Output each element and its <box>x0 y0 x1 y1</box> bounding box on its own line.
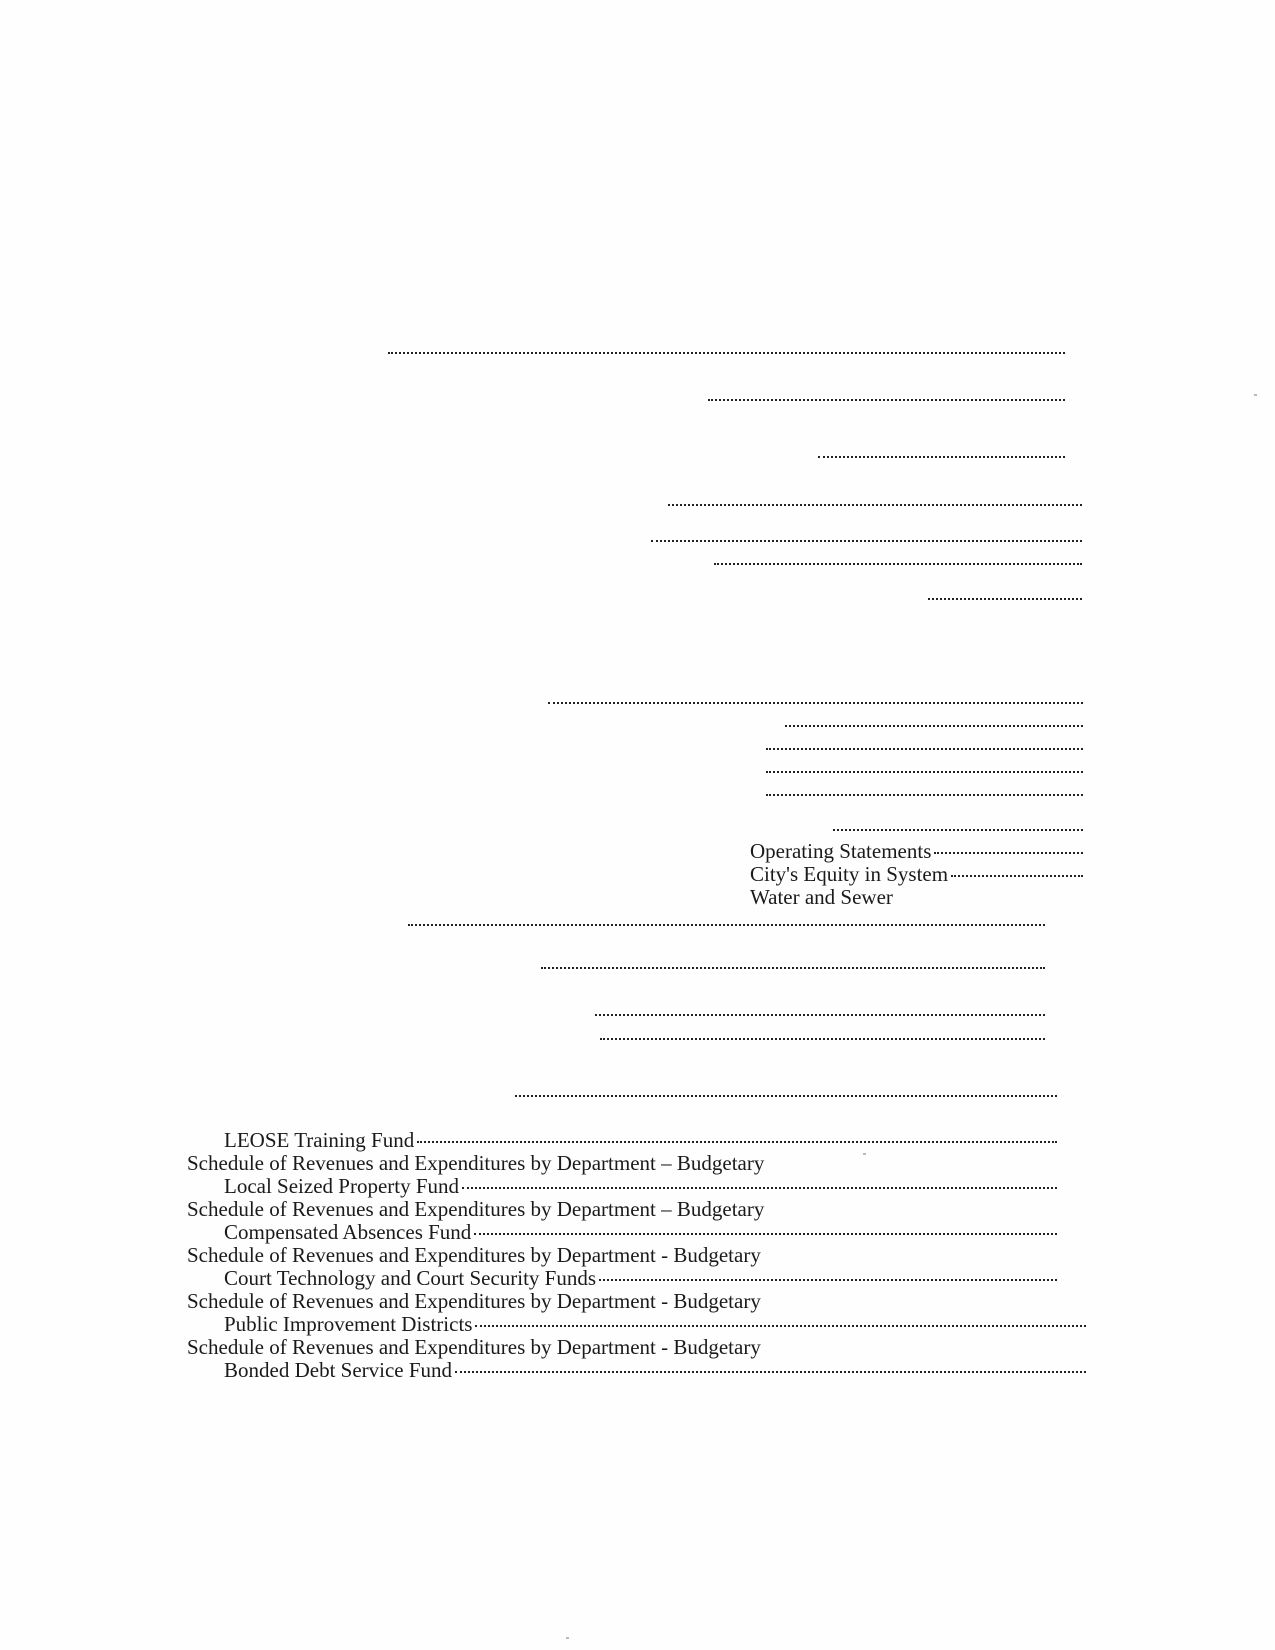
toc-leader <box>408 924 1045 926</box>
toc-entry-title: Bonded Debt Service Fund <box>224 1358 453 1382</box>
toc-leader <box>766 771 1083 773</box>
toc-leader <box>714 563 1082 565</box>
toc-leader <box>934 852 1083 854</box>
toc-entry-court-tech <box>224 1267 1057 1289</box>
toc-schedule-heading: Schedule of Revenues and Expenditures by Department - Budgetary <box>187 1335 761 1359</box>
toc-leader <box>541 967 1045 969</box>
scan-speck <box>566 1637 569 1639</box>
toc-schedule-heading: Schedule of Revenues and Expenditures by Department – Budgetary <box>187 1197 765 1221</box>
toc-entry-bonded-debt <box>224 1359 1086 1381</box>
toc-leader <box>595 1014 1045 1016</box>
toc-schedule-heading: Schedule of Revenues and Expenditures by Department - Budgetary <box>187 1243 761 1267</box>
toc-entry-title: LEOSE Training Fund <box>224 1128 415 1152</box>
toc-entry-title: Public Improvement Districts <box>224 1312 473 1336</box>
scan-speck <box>1254 394 1257 396</box>
toc-leader <box>462 1187 1057 1189</box>
toc-leader <box>766 794 1083 796</box>
toc-entry-title: City's Equity in System <box>750 862 949 886</box>
toc-entry-title: Operating Statements <box>750 839 932 863</box>
toc-entry-compensated <box>224 1221 1057 1243</box>
toc-leader <box>818 456 1065 458</box>
toc-leader <box>766 748 1083 750</box>
toc-entry-leose <box>224 1129 1057 1151</box>
toc-leader <box>708 399 1065 401</box>
toc-leader <box>388 352 1065 354</box>
toc-entry-local-seized <box>224 1175 1057 1197</box>
toc-leader <box>833 829 1083 831</box>
toc-leader <box>599 1279 1057 1281</box>
toc-entry-water-and-sewer: Water and Sewer <box>750 885 893 909</box>
toc-entry-title: Local Seized Property Fund <box>224 1174 460 1198</box>
toc-leader <box>600 1038 1045 1040</box>
toc-leader <box>515 1095 1057 1097</box>
toc-leader <box>455 1371 1086 1373</box>
toc-leader <box>548 702 1083 704</box>
scan-speck <box>863 1153 866 1155</box>
toc-leader <box>417 1141 1057 1143</box>
toc-leader <box>474 1233 1057 1235</box>
toc-entry-operating-statements <box>750 840 1083 862</box>
toc-entry-title: Court Technology and Court Security Funds <box>224 1266 597 1290</box>
toc-leader <box>785 725 1083 727</box>
toc-schedule-heading: Schedule of Revenues and Expenditures by Department – Budgetary <box>187 1151 765 1175</box>
toc-leader <box>651 540 1082 542</box>
toc-entry-public-improvement <box>224 1313 1086 1335</box>
toc-entry-citys-equity <box>750 863 1083 885</box>
toc-leader <box>475 1325 1086 1327</box>
toc-leader <box>668 504 1082 506</box>
toc-leader <box>951 875 1083 877</box>
toc-leader <box>928 598 1082 600</box>
toc-entry-title: Compensated Absences Fund <box>224 1220 472 1244</box>
toc-schedule-heading: Schedule of Revenues and Expenditures by Department - Budgetary <box>187 1289 761 1313</box>
